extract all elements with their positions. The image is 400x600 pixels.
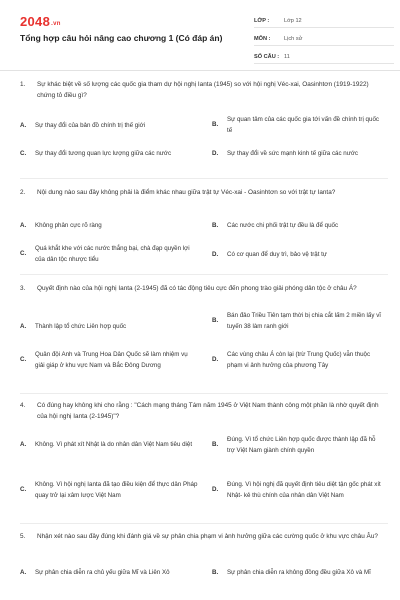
option-text: Không. Vì phát xít Nhật là do nhân dân Việt Nam tiêu diệt (35, 441, 193, 448)
option-letter: D. (212, 150, 219, 157)
option-text: Quá khắt khe với các nước thắng bại, chà đạp quyền lợi của dân tộc nhược tiểu (35, 245, 190, 263)
option-d[interactable] (212, 480, 382, 501)
option-b[interactable] (212, 115, 382, 136)
question-text: Có đúng hay không khi cho rằng : "Cách mạng tháng Tám năm 1945 ở Việt Nam thành công một phần là nhờ quyết định của hội nghị Ianta (2-1945)"? (37, 402, 379, 420)
question-3 (20, 283, 388, 294)
option-a[interactable] (20, 121, 198, 132)
header-divider (0, 70, 400, 71)
question-divider (20, 523, 388, 524)
question-5 (20, 531, 388, 542)
option-b[interactable] (212, 311, 382, 332)
option-c[interactable] (20, 244, 198, 265)
option-text: Sự thay đổi tương quan lực lượng giữa các nước (35, 150, 172, 157)
logo-text: 2048 (20, 14, 51, 29)
option-text: Đúng. Vì hội nghị đã quyết định tiêu diệt tận gốc phát xít Nhật- kẻ thù chính của nhân dân Việt Nam (227, 481, 381, 499)
option-letter: B. (212, 441, 219, 449)
option-letter: A. (20, 222, 27, 229)
question-text: Nội dung nào sau đây không phải là điểm khác nhau giữa trật tự Véc-xai - Oasinhtơn so với trật tự Ianta? (37, 189, 336, 196)
question-text: Sự khác biệt về số lượng các quốc gia tham dự hội nghị Ianta (1945) so với hội nghị Véc-xai, Oasinhtơn (1919-1922) chứng tỏ điều gì? (37, 81, 369, 99)
option-letter: D. (212, 486, 219, 494)
option-letter: C. (20, 356, 27, 364)
page-title: Tổng hợp câu hỏi nâng cao chương 1 (Có đáp án) (20, 33, 223, 43)
option-text: Bán đảo Triều Tiên tạm thời bị chia cắt lấm 2 miền lấy vĩ tuyến 38 làm ranh giới (227, 312, 382, 330)
option-b[interactable] (212, 435, 382, 456)
option-letter: D. (212, 356, 219, 364)
option-text: Quân đội Anh và Trung Hoa Dân Quốc sẽ làm nhiệm vụ giải giáp ở khu vực Nam và Bắc Đông Dương (35, 351, 188, 369)
meta-table (254, 14, 394, 68)
option-text: Sự phân chia diễn ra không đồng đều giữa Xô và Mĩ (227, 569, 371, 576)
option-text: Sự thay đổi của bản đồ chính trị thế giới (35, 122, 146, 129)
option-c[interactable] (20, 149, 198, 160)
question-number: 2. (20, 189, 26, 196)
option-text: Không phân cực rõ ràng (35, 222, 102, 229)
option-text: Các nước chi phối trật tự đều là để quốc (227, 222, 339, 229)
meta-value: Lịch sử (284, 35, 303, 42)
option-a[interactable] (20, 221, 198, 232)
option-letter: C. (20, 250, 27, 258)
option-text: Sự thay đổi về sức mạnh kinh tế giữa các nước (227, 150, 359, 157)
question-divider (20, 274, 388, 275)
question-number: 3. (20, 285, 26, 292)
question-divider (20, 393, 388, 394)
option-text: Sự phân chia diễn ra chủ yếu giữa Mĩ và Liên Xô (35, 569, 170, 576)
option-text: Sự quan tâm của các quốc gia tới vấn đề chính trị quốc tế (227, 116, 379, 134)
question-number: 1. (20, 81, 26, 88)
option-d[interactable] (212, 250, 382, 261)
option-letter: A. (20, 569, 27, 576)
option-text: Có cơ quan để duy trì, bảo vệ trật tự (227, 251, 328, 258)
question-divider (20, 178, 388, 179)
option-letter: A. (20, 441, 27, 448)
meta-value: 11 (284, 53, 290, 60)
meta-row-count (254, 50, 394, 64)
option-letter: A. (20, 122, 27, 129)
question-1 (20, 79, 388, 101)
option-b[interactable] (212, 221, 382, 232)
meta-key: MÔN : (254, 35, 271, 42)
option-d[interactable] (212, 350, 382, 371)
option-text: Đúng. Vì tổ chức Liên hợp quốc được thành lập đã hỗ trợ Việt Nam giành chính quyền (227, 436, 376, 454)
option-b[interactable] (212, 568, 382, 579)
option-a[interactable] (20, 322, 198, 333)
question-number: 5. (20, 533, 26, 540)
question-text: Nhận xét nào sau đây đúng khi đánh giá về sự phân chia phạm vi ảnh hưởng giữa các cường quốc ở khu vực châu Âu? (37, 533, 378, 540)
question-4 (20, 400, 388, 422)
option-d[interactable] (212, 149, 382, 160)
meta-row-subject (254, 32, 394, 46)
option-letter: C. (20, 486, 27, 494)
site-logo[interactable] (20, 14, 61, 29)
logo-tld: .vn (51, 21, 61, 27)
option-letter: B. (212, 569, 219, 576)
meta-value: Lớp 12 (284, 17, 302, 24)
option-c[interactable] (20, 480, 198, 501)
option-letter: A. (20, 323, 27, 330)
meta-key: LỚP : (254, 17, 270, 24)
option-letter: B. (212, 222, 219, 229)
option-c[interactable] (20, 350, 198, 371)
option-letter: B. (212, 121, 219, 129)
question-2 (20, 187, 388, 198)
meta-key: SỐ CÂU : (254, 53, 280, 60)
meta-row-class (254, 14, 394, 28)
option-text: Các vùng châu Á còn lại (trừ Trung Quốc) vẫn thuộc phạm vi ảnh hưởng của phương Tây (227, 351, 371, 369)
option-letter: D. (212, 251, 219, 258)
option-letter: C. (20, 150, 27, 157)
question-text: Quyết định nào của hội nghị Ianta (2-1945) đã có tác động tiêu cực đến phong trào giải phóng dân tộc ở châu Á? (37, 285, 357, 292)
question-number: 4. (20, 402, 26, 409)
document-header (0, 0, 400, 65)
option-letter: B. (212, 317, 219, 325)
option-a[interactable] (20, 568, 198, 579)
option-a[interactable] (20, 440, 198, 451)
option-text: Thành lập tổ chức Liên hợp quốc (35, 323, 127, 330)
option-text: Không. Vì hội nghị Ianta đã tạo điều kiện để thực dân Pháp quay trở lại xâm lược Việt Nam (35, 481, 198, 499)
